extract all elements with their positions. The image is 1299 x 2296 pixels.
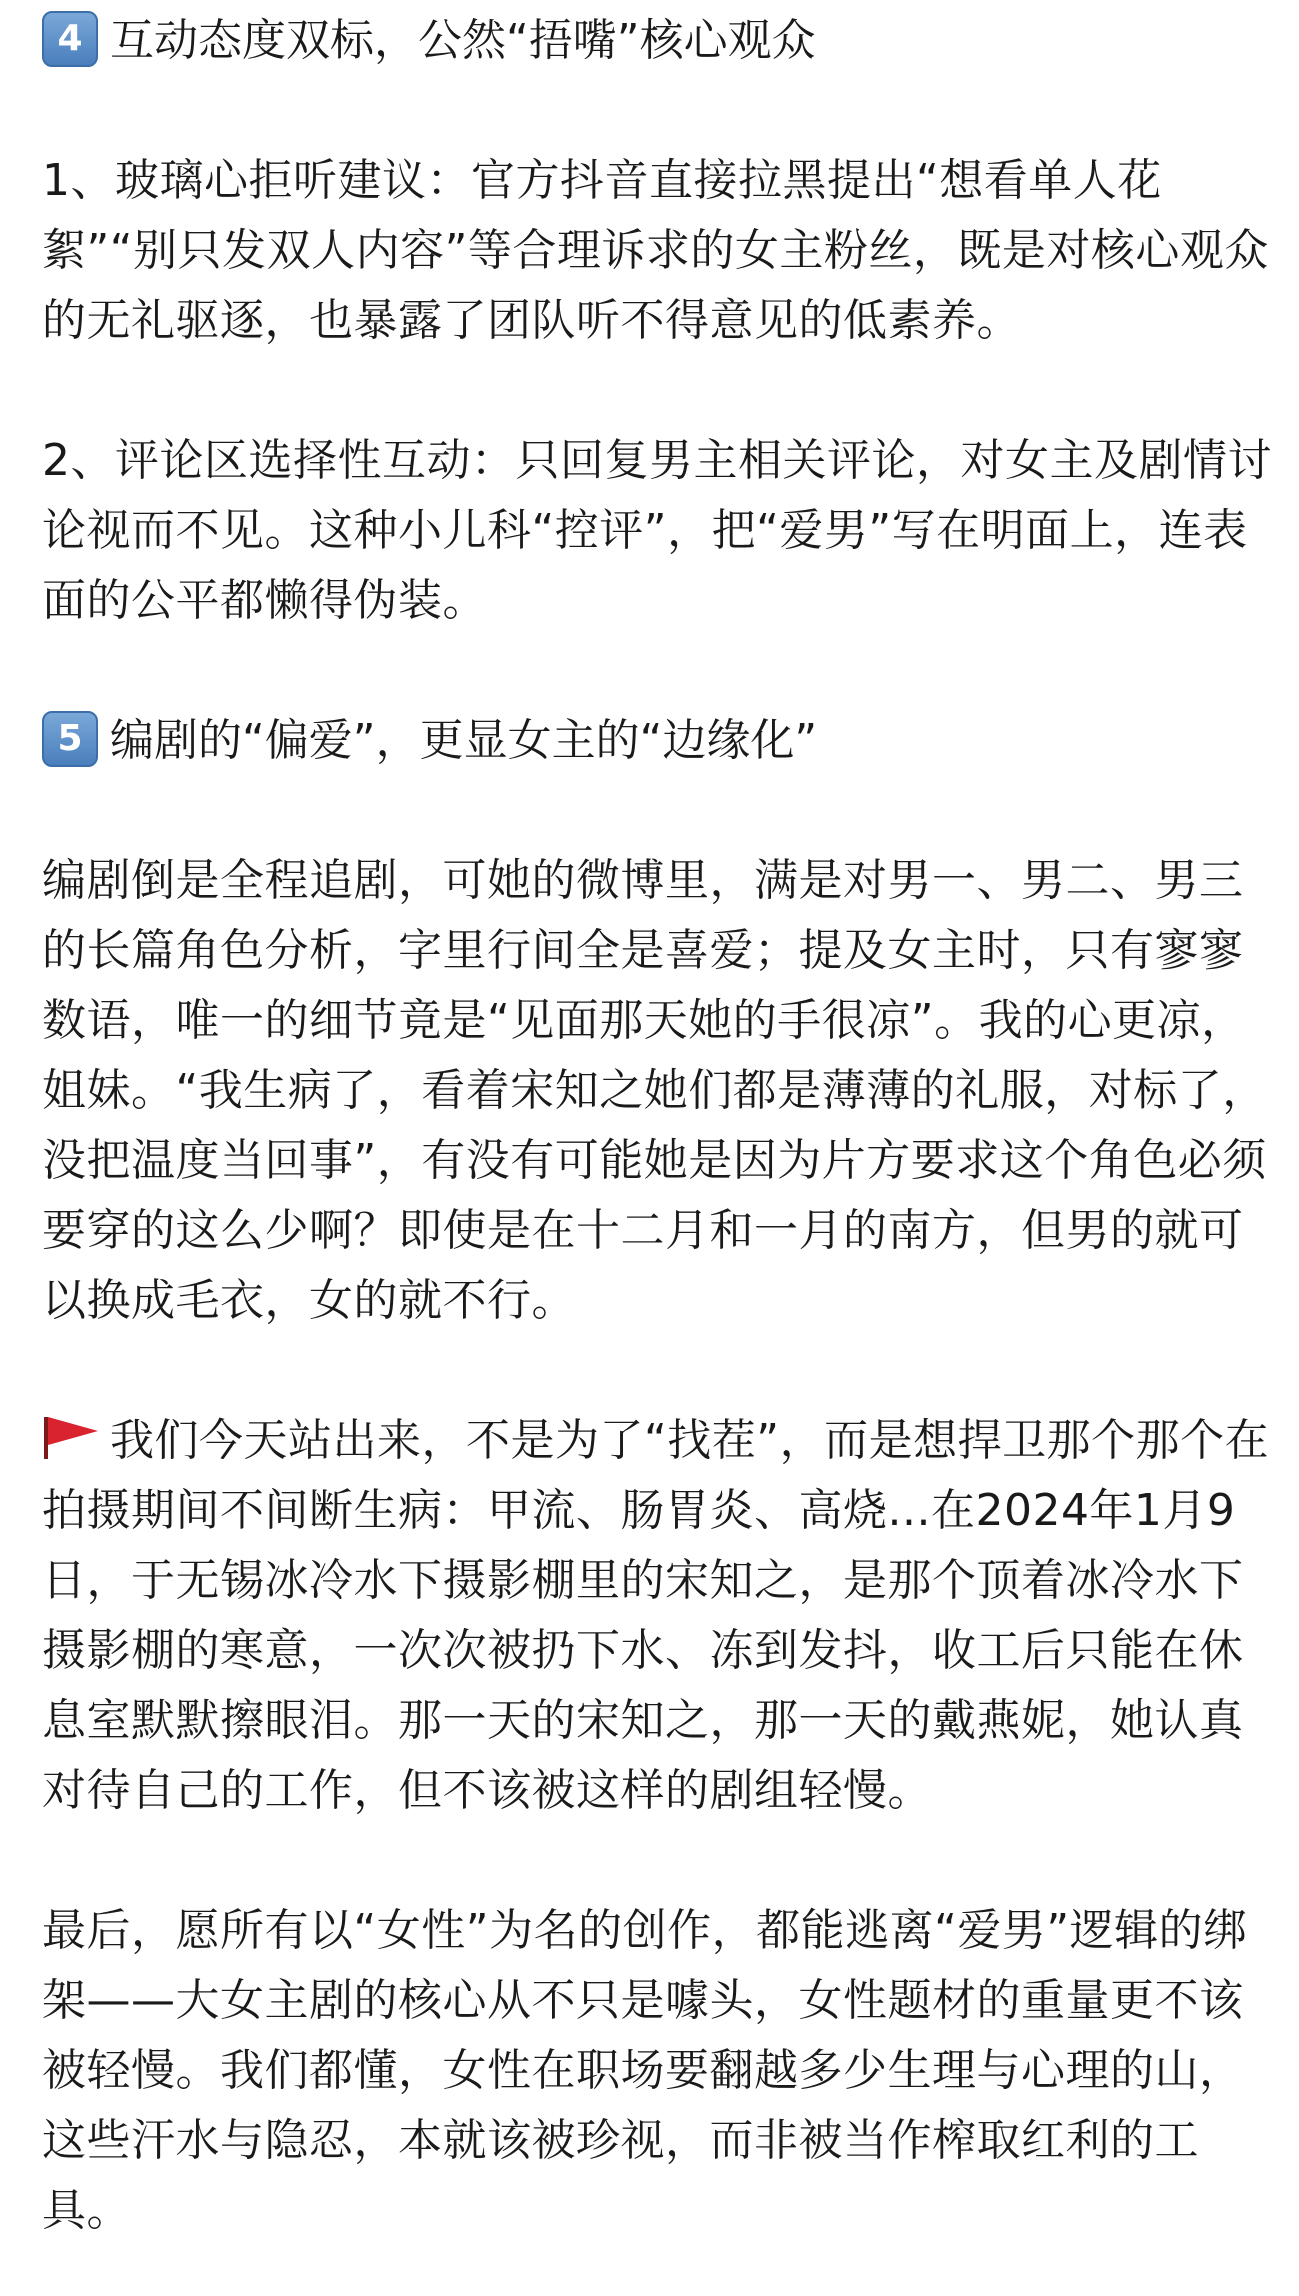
paragraph-screenwriter: 编剧倒是全程追剧，可她的微博里，满是对男一、男二、男三的长篇角色分析，字里行间全是喜爱；提及女主时，只有寥寥数语，唯一的细节竟是“见面那天她的手很凉”。我的心更凉，姐妹。“我生病了，看着宋知之她们都是薄薄的礼服，对标了，没把温度当回事”，有没有可能她是因为片方要求这个角色必须要穿的这么少啊？即使是在十二月和一月的南方，但男的就可以换成毛衣，女的就不行。 <box>42 855 1267 1326</box>
spacer <box>42 1826 1272 1896</box>
paragraph-conclusion: 最后，愿所有以“女性”为名的创作，都能逃离“爱男”逻辑的绑架——大女主剧的核心从不只是噱头，女性题材的重量更不该被轻慢。我们都懂，女性在职场要翻越多少生理与心理的山，这些汗水与隐忍，本就该被珍视，而非被当作榨取红利的工具。 <box>42 1905 1248 2236</box>
section-4-title: 互动态度双标，公然“捂嘴”核心观众 <box>110 15 816 66</box>
section-5-title: 编剧的“偏爱”，更显女主的“边缘化” <box>110 715 818 766</box>
triangular-flag-icon <box>42 1413 100 1461</box>
keycap-5-icon: 5 <box>42 711 98 767</box>
paragraph-stand-up-text: 我们今天站出来，不是为了“找茬”，而是想捍卫那个那个在拍摄期间不间断生病：甲流、肠胃炎、高烧...在2024年1月9日，于无锡冰冷水下摄影棚里的宋知之，是那个顶着冰冷水下摄影棚的寒意，一次次被扔下水、冻到发抖，收工后只能在休息室默默擦眼泪。那一天的宋知之，那一天的戴燕妮，她认真对待自己的工作，但不该被这样的剧组轻慢。 <box>42 1415 1270 1816</box>
paragraph-stand-up <box>42 1406 1272 1826</box>
spacer <box>42 356 1272 426</box>
post-body <box>42 6 1272 2246</box>
section-4-heading <box>42 6 1272 76</box>
section-5-heading <box>42 706 1272 776</box>
paragraph-glass-heart: 1、玻璃心拒听建议：官方抖音直接拉黑提出“想看单人花絮”“别只发双人内容”等合理诉求的女主粉丝，既是对核心观众的无礼驱逐，也暴露了团队听不得意见的低素养。 <box>42 155 1269 346</box>
paragraph-selective-interaction: 2、评论区选择性互动：只回复男主相关评论，对女主及剧情讨论视而不见。这种小儿科“控评”，把“爱男”写在明面上，连表面的公平都懒得伪装。 <box>42 435 1272 626</box>
spacer <box>42 76 1272 146</box>
keycap-4-icon: 4 <box>42 11 98 67</box>
spacer <box>42 636 1272 706</box>
spacer <box>42 776 1272 846</box>
spacer <box>42 1336 1272 1406</box>
